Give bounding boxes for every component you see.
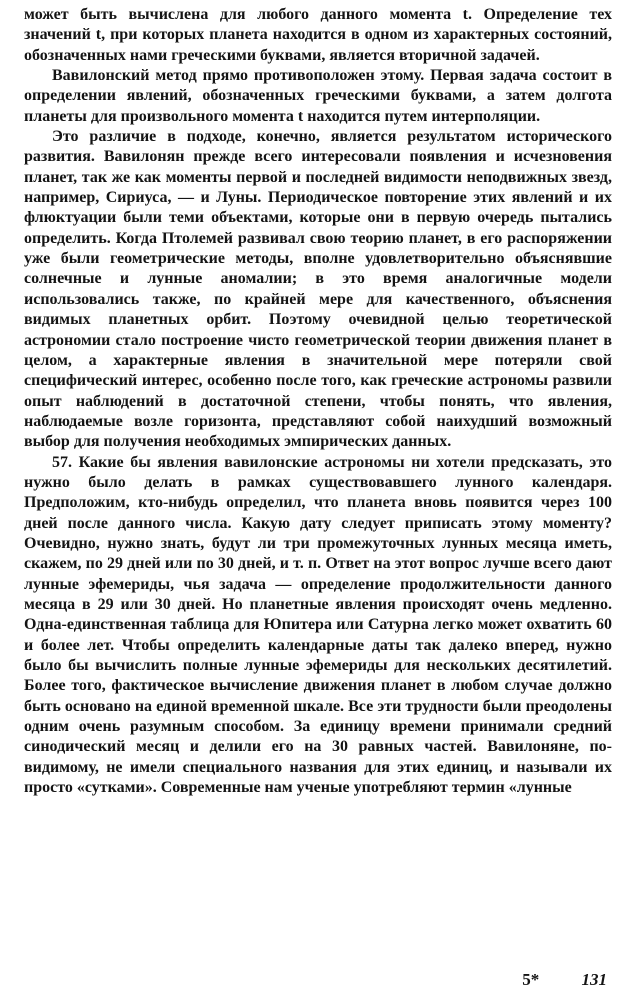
paragraph-babylonian-method: Вавилонский метод прямо противоположен этому. Первая задача состоит в определении явлений, обозначенных греческими буквами, а затем долгота планеты для произвольного момента t находится путем интерполяции.	[24, 67, 612, 125]
page-text-block	[24, 5, 612, 995]
paragraph-continuation: может быть вычислена для любого данного момента t. Определение тех значений t, при которых планета находится в одном из характерных состояний, обозначенных нами греческими буквами, является вторичной задачей.	[24, 6, 612, 64]
page-footer	[522, 970, 607, 990]
paragraph-section-57: 57. Какие бы явления вавилонские астрономы ни хотели предсказать, это нужно было делать в рамках существовавшего лунного календаря. Предположим, кто-нибудь определил, что планета вновь появится через 100 дней после данного числа. Какую дату следует приписать этому моменту? Очевидно, нужно знать, будут ли три промежуточных лунных месяца иметь, скажем, по 29 дней или по 30 дней, и т. п. Ответ на этот вопрос лучше всего дают лунные эфемериды, чья задача — определение продолжительности данного месяца в 29 или 30 дней. Но планетные явления происходят очень медленно. Одна-единственная таблица для Юпитера или Сатурна легко может охватить 60 и более лет. Чтобы определить календарные даты так далеко вперед, нужно было бы вычислить полные лунные эфемериды для нескольких десятилетий. Более того, фактическое вычисление движения планет в любом случае должно быть основано на единой временной шкале. Все эти трудности были преодолены одним очень разумным способом. За единицу времени принимали средний синодический месяц и делили его на 30 равных частей. Вавилоняне, по-видимому, не имели специального названия для этих единиц, и называли их просто «сутками». Современные нам ученые употребляют термин «лунные	[24, 453, 612, 797]
page-number: 131	[581, 970, 607, 989]
paragraph-historical-difference: Это различие в подходе, конечно, является результатом исторического развития. Вавилонян прежде всего интересовали появления и исчезновения планет, так же как моменты первой и последней видимости неподвижных звезд, например, Сириуса, — и Луны. Периодическое повторение этих явлений и их флюктуации были теми объектами, которые они в первую очередь пытались определить. Когда Птолемей развивал свою теорию планет, в его распоряжении уже были геометрические методы, вполне удовлетворительно объяснявшие солнечные и лунные аномалии; в это время аналогичные модели использовались также, по крайней мере для качественного, объяснения видимых планетных орбит. Поэтому очевидной целью теоретической астрономии стало построение чисто геометрической теории движения планет в целом, а характерные явления в значительной мере потеряли свой специфический интерес, особенно после того, как греческие астрономы развили опыт наблюдений в достаточной степени, чтобы понять, что явления, наблюдаемые возле горизонта, представляют собой наихудший возможный выбор для получения необходимых эмпирических данных.	[24, 128, 612, 451]
signature-mark: 5*	[522, 970, 540, 989]
